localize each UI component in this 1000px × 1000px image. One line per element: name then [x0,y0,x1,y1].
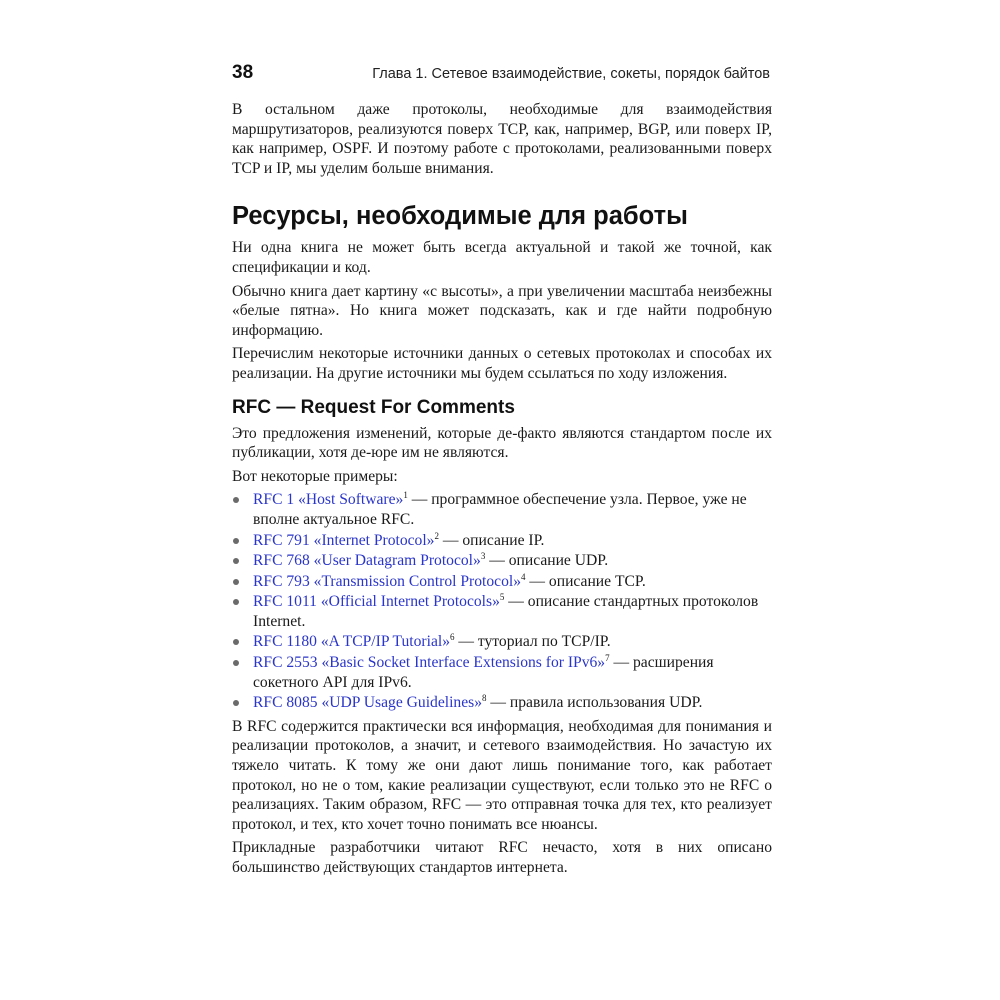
rfc-description: — туториал по TCP/IP. [454,633,611,651]
intro-paragraph: В остальном даже протоколы, необходимые для взаимодействия маршрутизаторов, реализуются поверх TCP, как, например, BGP, или поверх IP, как например, OSPF. И поэтому работе с протоколами, реализованными поверх TCP и IP, мы уделим больше внимания. [232,101,772,177]
page-number: 38 [232,62,254,83]
rfc-description: — описание TCP. [525,572,646,590]
closing-paragraph: В RFC содержится практически вся информация, необходимая для понимания и реализации протоколов, а значит, и сетевого взаимодействия. Но зачастую их тяжело читать. К тому же они дают лишь понимание того, как работает протокол, но не о том, какие реализации существуют, если только это не RFC о реализациях. Таким образом, RFC — это отправная точка для тех, кто реализует протокол, и тех, кто хочет точно понимать все нюансы. [232,717,772,833]
bullet-icon [233,497,239,503]
bullet-icon [233,558,239,564]
rfc-link[interactable]: RFC 1 «Host Software» [253,491,404,509]
rfc-description: — описание IP. [438,531,545,549]
rfc-list-item [232,490,772,529]
bullet-icon [233,660,239,666]
page-content [232,100,772,882]
closing-paragraph: Прикладные разработчики читают RFC нечасто, хотя в них описано большинство действующих стандартов интернета. [232,839,772,876]
rfc-list-item [232,531,772,551]
rfc-list [232,490,772,713]
rfc-link[interactable]: RFC 8085 «UDP Usage Guidelines» [253,694,482,712]
rfc-list-item [232,551,772,571]
footnote-marker: 4 [521,571,526,582]
rfc-link[interactable]: RFC 793 «Transmission Control Protocol» [253,572,522,590]
rfc-list-item [232,592,772,631]
rfc-description: — описание UDP. [485,552,609,570]
chapter-title: Глава 1. Сетевое взаимодействие, сокеты, порядок байтов [372,66,770,82]
footnote-marker: 1 [403,490,408,501]
section-paragraph: Обычно книга дает картину «с высоты», а при увеличении масштаба неизбежны «белые пятна». Но книга может подсказать, как и где найти подробную информацию. [232,282,772,339]
running-header [232,62,770,88]
subsection-paragraph: Вот некоторые примеры: [232,467,398,485]
bullet-icon [233,700,239,706]
subsection-heading: RFC — Request For Comments [232,396,515,418]
section-paragraph: Ни одна книга не может быть всегда актуальной и такой же точной, как спецификации и код. [232,239,772,276]
rfc-link[interactable]: RFC 2553 «Basic Socket Interface Extensions for IPv6» [253,654,606,672]
bullet-icon [233,639,239,645]
footnote-marker: 2 [434,530,439,541]
section-heading: Ресурсы, необходимые для работы [232,202,688,231]
rfc-list-item [232,653,772,692]
bullet-icon [233,538,239,544]
rfc-link[interactable]: RFC 791 «Internet Protocol» [253,531,435,549]
rfc-description: — описание стандартных протоколов Internet. [253,593,759,630]
rfc-description: — правила использования UDP. [486,694,703,712]
footnote-marker: 3 [480,551,486,562]
footnote-marker: 5 [499,592,505,603]
rfc-link[interactable]: RFC 768 «User Datagram Protocol» [253,552,481,570]
footnote-marker: 6 [450,632,455,643]
section-paragraph: Перечислим некоторые источники данных о сетевых протоколах и способах их реализации. На другие источники мы будем ссылаться по ходу изложения. [232,345,772,382]
bullet-icon [233,579,239,585]
footnote-marker: 8 [482,693,487,704]
bullet-icon [233,599,239,605]
rfc-list-item [232,572,772,592]
rfc-link[interactable]: RFC 1011 «Official Internet Protocols» [253,593,500,611]
rfc-list-item [232,693,772,713]
rfc-link[interactable]: RFC 1180 «A TCP/IP Tutorial» [253,633,451,651]
rfc-description: — программное обеспечение узла. Первое, уже не вполне актуальное RFC. [253,491,747,528]
rfc-list-item [232,632,772,652]
subsection-paragraph: Это предложения изменений, которые де-факто являются стандартом после их публикации, хотя де-юре им не являются. [232,424,772,462]
footnote-marker: 7 [605,653,610,664]
rfc-description: — расширения сокетного API для IPv6. [253,654,714,691]
